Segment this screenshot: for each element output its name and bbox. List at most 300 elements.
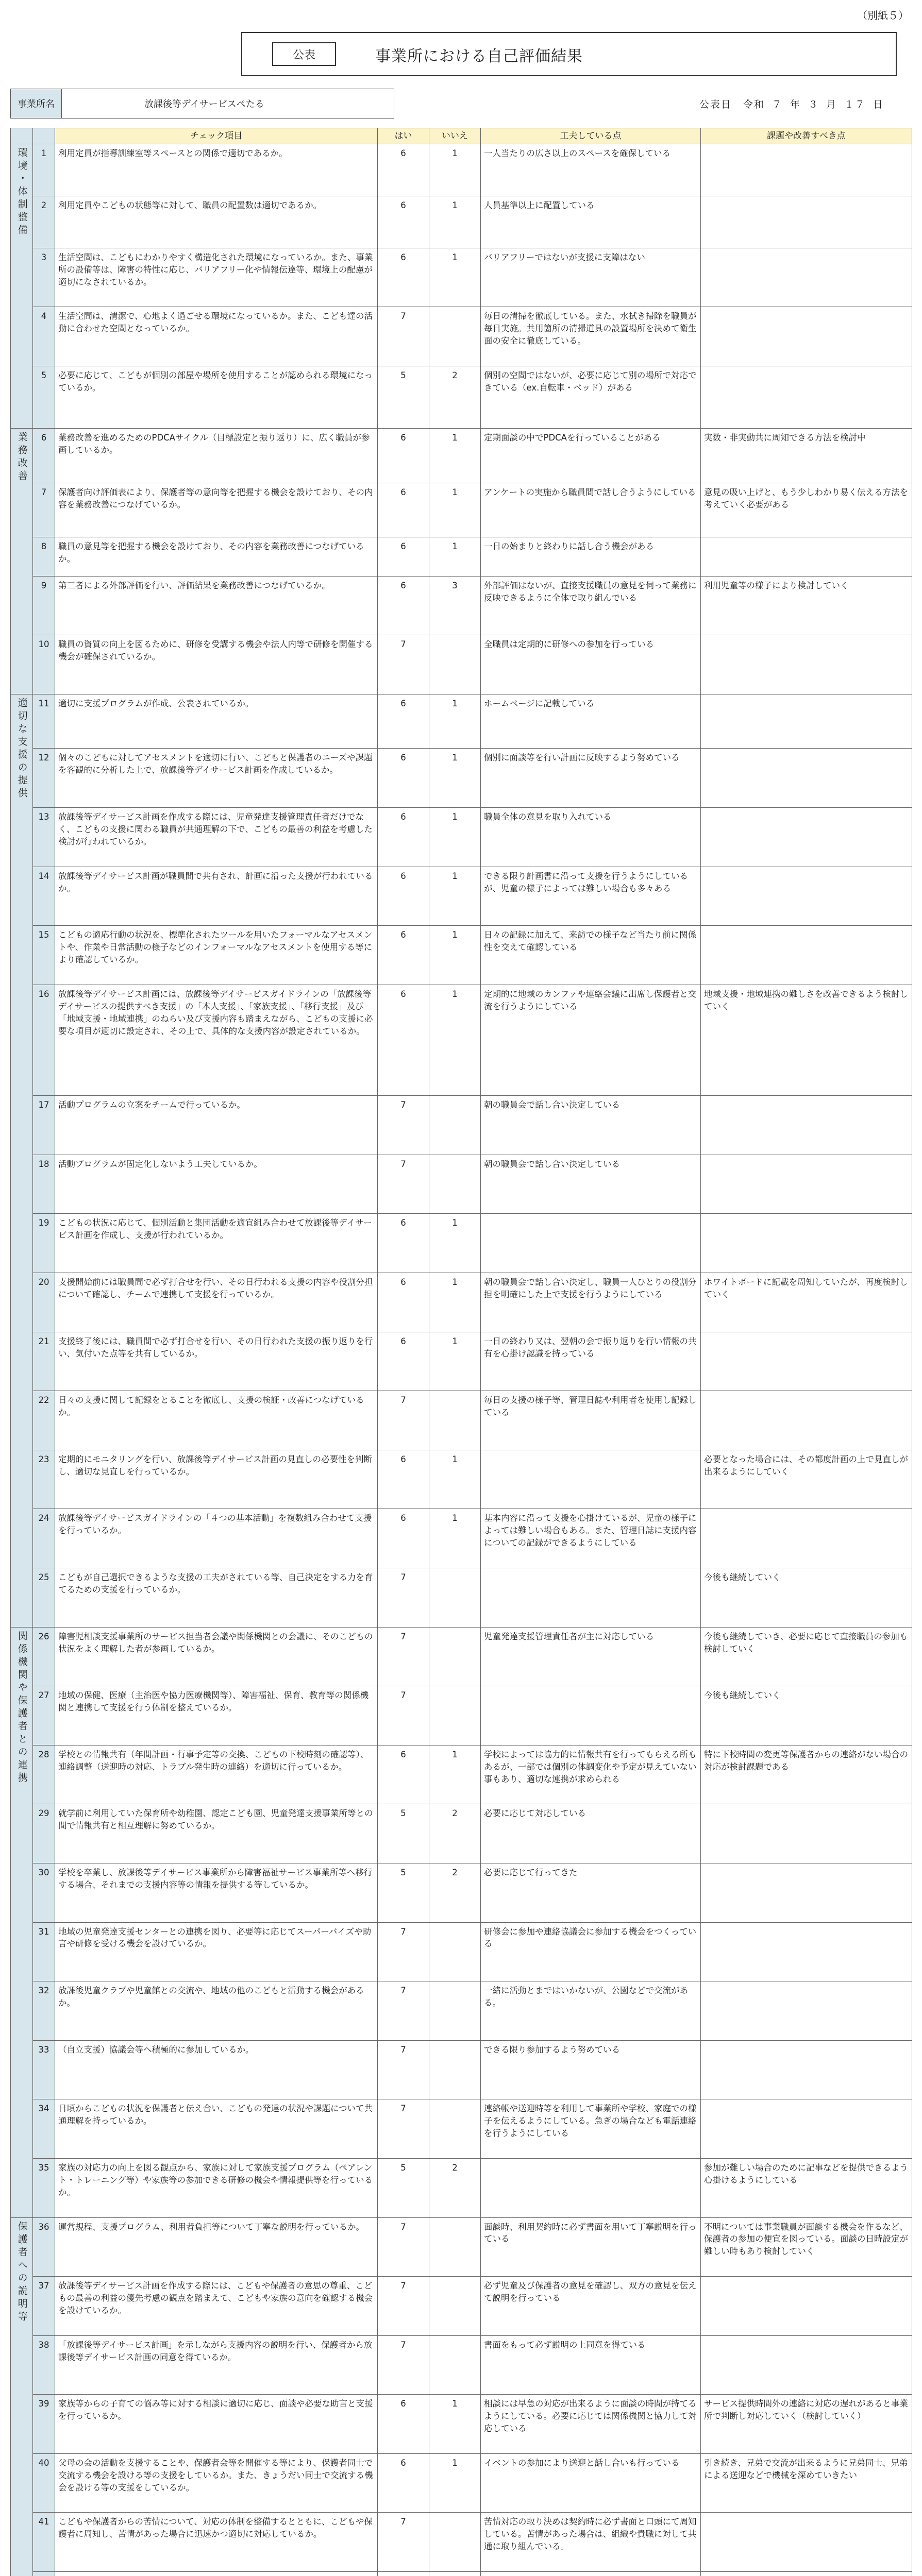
table-row	[11, 1686, 912, 1745]
yes-count: 6	[378, 867, 429, 926]
efforts-text: 全職員は定期的に研修への参加を行っている	[481, 635, 701, 694]
yes-count: 6	[378, 537, 429, 577]
table-row	[11, 196, 912, 248]
yes-count: 7	[378, 1096, 429, 1155]
date-era: 令和	[743, 99, 765, 110]
yes-count: 7	[378, 2040, 429, 2099]
yes-count: 7	[378, 1922, 429, 1981]
issues-text	[701, 1096, 912, 1155]
no-count	[429, 1686, 481, 1745]
yes-count: 6	[378, 144, 429, 196]
no-count: 2	[429, 366, 481, 428]
category-cell	[11, 2217, 33, 2576]
check-item: 支援終了後には、職員間で必ず打合せを行い、その日行われた支援の振り返りを行い、気付いた点等を共有しているか。	[55, 1332, 378, 1391]
issues-text	[701, 1332, 912, 1391]
date-day-unit: 日	[873, 99, 884, 110]
efforts-text: 連絡帳や送迎時等を利用して事業所や学校、家庭での様子を伝えるようにしている。急ぎの場合なども電話連絡を行うようにしている	[481, 2099, 701, 2159]
no-count: 2	[429, 1863, 481, 1922]
issues-text	[701, 2335, 912, 2395]
no-count	[429, 1155, 481, 1214]
no-count: 1	[429, 926, 481, 985]
issues-text	[701, 537, 912, 577]
row-number: 16	[33, 985, 55, 1095]
no-count	[429, 635, 481, 694]
efforts-text: 必ず児童及び保護者の意見を確認し、双方の意見を伝えて説明を行っている	[481, 2277, 701, 2336]
check-item: 放課後等デイサービス計画が職員間で共有され、計画に沿った支援が行われているか。	[55, 867, 378, 926]
yes-count: 7	[378, 2277, 429, 2336]
row-number: 35	[33, 2158, 55, 2217]
category-label: 環境・体制整備	[16, 147, 28, 238]
check-item: 「放課後等デイサービス計画」を示しながら支援内容の説明を行い、保護者から放課後等デイサービス計画の同意を得ているか。	[55, 2335, 378, 2395]
row-number: 40	[33, 2453, 55, 2513]
no-count: 1	[429, 429, 481, 483]
date-year-unit: 年	[790, 99, 801, 110]
page-title: 事業所における自己評価結果	[375, 47, 583, 65]
no-count: 1	[429, 196, 481, 248]
table-row	[11, 537, 912, 577]
check-item: 適切に支援プログラムが作成、公表されているか。	[55, 694, 378, 749]
issues-text	[701, 1509, 912, 1568]
issues-text	[701, 307, 912, 366]
check-item: 生活空間は、こどもにわかりやすく構造化された環境になっているか。また、事業所の設備等は、障害の特性に応じ、バリアフリー化や情報伝達等、環境上の配慮が適切になされているか。	[55, 248, 378, 307]
table-row	[11, 1804, 912, 1863]
efforts-text: 苦情対応の取り決めは契約時に必ず書面と口頭にて周知している。苦情があった場合は、組織や貴職に対して共通に取り組んでいる。	[481, 2513, 701, 2572]
row-number: 37	[33, 2277, 55, 2336]
efforts-text: 毎日の支援の様子等、管理日誌や利用者を使用し記録している	[481, 1391, 701, 1450]
table-row	[11, 483, 912, 537]
category-cell	[11, 694, 33, 1628]
row-number: 11	[33, 694, 55, 749]
efforts-text: 一緒に活動とまではいかないが、公園などで交流がある。	[481, 1981, 701, 2041]
efforts-text: 職員全体の意見を取り入れている	[481, 808, 701, 867]
date-day: １７	[844, 99, 866, 110]
yes-count: 7	[378, 1568, 429, 1627]
table-row	[11, 2453, 912, 2513]
no-count	[429, 307, 481, 366]
efforts-text: 朝の職員会で話し合い決定している	[481, 1096, 701, 1155]
yes-count: 7	[378, 2513, 429, 2572]
issues-text: 実数・非実動共に周知できる方法を検討中	[701, 429, 912, 483]
row-number: 14	[33, 867, 55, 926]
category-label: 関係機関や保護者との連携	[16, 1630, 28, 1785]
table-row	[11, 635, 912, 694]
yes-count: 6	[378, 1509, 429, 1568]
check-item: 定期的にモニタリングを行い、放課後等デイサービス計画の見直しの必要性を判断し、適切な見直しを行っているか。	[55, 1450, 378, 1509]
table-row	[11, 2277, 912, 2336]
check-item: 個々のこどもに対してアセスメントを適切に行い、こどもと保護者のニーズや課題を客観的に分析した上で、放課後等デイサービス計画を作成しているか。	[55, 749, 378, 808]
check-item: 地域の保健、医療（主治医や協力医療機関等）、障害福祉、保育、教育等の関係機関と連携して支援を行う体制を整えているか。	[55, 1686, 378, 1745]
no-count: 1	[429, 985, 481, 1095]
row-number: 33	[33, 2040, 55, 2099]
check-item: 家族の対応力の向上を図る観点から、家族に対して家族支援プログラム（ペアレント・トレーニング等）や家族等の参加できる研修の機会や情報提供等を行っているか。	[55, 2158, 378, 2217]
yes-count: 6	[378, 196, 429, 248]
yes-count: 6	[378, 2453, 429, 2513]
no-count: 2	[429, 1804, 481, 1863]
row-number: 20	[33, 1273, 55, 1332]
check-item: こどもや保護者からの苦情について、対応の体制を整備するとともに、こどもや保護者に周知し、苦情があった場合に迅速かつ適切に対応しているか。	[55, 2513, 378, 2572]
yes-count: 5	[378, 1863, 429, 1922]
check-item: 利用定員やこどもの状態等に対して、職員の配置数は適切であるか。	[55, 196, 378, 248]
row-number: 38	[33, 2335, 55, 2395]
check-item: 就学前に利用していた保育所や幼稚園、認定こども園、児童発達支援事業所等との間で情報共有と相互理解に努めているか。	[55, 1804, 378, 1863]
table-row	[11, 2395, 912, 2454]
check-item: 放課後児童クラブや児童館との交流や、地域の他のこどもと活動する機会があるか。	[55, 1981, 378, 2041]
yes-count: 7	[378, 2217, 429, 2277]
issues-text	[701, 1922, 912, 1981]
row-number: 31	[33, 1922, 55, 1981]
issues-text	[701, 1155, 912, 1214]
no-count: 1	[429, 2395, 481, 2454]
form-number: （別紙５）	[857, 9, 909, 22]
row-number: 10	[33, 635, 55, 694]
row-number: 6	[33, 429, 55, 483]
efforts-text: 児童発達支援管理責任者が主に対応している	[481, 1627, 701, 1686]
check-item: 放課後等デイサービス計画を作成する際には、児童発達支援管理責任者だけでなく、こどもの支援に関わる職員が共通理解の下で、こどもの最善の利益を考慮した検討が行われているか。	[55, 808, 378, 867]
row-number: 9	[33, 576, 55, 635]
issues-text	[701, 196, 912, 248]
date-month-unit: 月	[826, 99, 837, 110]
no-count: 1	[429, 1509, 481, 1568]
efforts-text: アンケートの実施から職員間で話し合うようにしている	[481, 483, 701, 537]
efforts-text: 定期面談の中でPDCAを行っていることがある	[481, 429, 701, 483]
table-row	[11, 694, 912, 749]
row-number: 27	[33, 1686, 55, 1745]
efforts-text: 朝の職員会で話し合い決定し、職員一人ひとりの役割分担を明確にした上で支援を行うようにしている	[481, 1273, 701, 1332]
issues-text: 今後も継続していく	[701, 1686, 912, 1745]
check-item: 放課後等デイサービスガイドラインの「４つの基本活動」を複数組み合わせて支援を行っているか。	[55, 1509, 378, 1568]
issues-text	[701, 248, 912, 307]
efforts-text: 面談時、利用契約時に必ず書面を用いて丁寧説明を行っている	[481, 2217, 701, 2277]
check-item: 職員の意見等を把握する機会を設けており、その内容を業務改善につなげているか。	[55, 537, 378, 577]
efforts-text: 一日の終わり又は、翌朝の会で振り返りを行い情報の共有を心掛け認識を持っている	[481, 1332, 701, 1391]
efforts-text: 朝の職員会で話し合い決定している	[481, 1155, 701, 1214]
efforts-text	[481, 2158, 701, 2217]
category-cell	[11, 144, 33, 429]
table-row	[11, 1509, 912, 1568]
issues-text	[701, 926, 912, 985]
row-number: 29	[33, 1804, 55, 1863]
check-item: 第三者による外部評価を行い、評価結果を業務改善につなげているか。	[55, 576, 378, 635]
check-item: 地域の児童発達支援センターとの連携を図り、必要等に応じてスーパーバイズや助言や研修を受ける機会を設けているか。	[55, 1922, 378, 1981]
table-row	[11, 1155, 912, 1214]
yes-count: 6	[378, 2395, 429, 2454]
check-item	[55, 2572, 378, 2576]
no-count: 1	[429, 749, 481, 808]
check-item: 職員の資質の向上を図るために、研修を受講する機会や法人内等で研修を開催する機会が確保されているか。	[55, 635, 378, 694]
yes-count: 6	[378, 1332, 429, 1391]
no-count	[429, 2217, 481, 2277]
issues-text: 意見の吸い上げと、もう少しわかり易く伝える方法を考えていく必要がある	[701, 483, 912, 537]
issues-text: 特に下校時間の変更等保護者からの連絡がない場合の対応が検討課題である	[701, 1745, 912, 1804]
table-row	[11, 248, 912, 307]
table-row	[11, 985, 912, 1095]
yes-count: 7	[378, 1686, 429, 1745]
row-number: 4	[33, 307, 55, 366]
row-number	[33, 2572, 55, 2576]
table-row	[11, 749, 912, 808]
table-row	[11, 429, 912, 483]
publication-date	[699, 97, 891, 111]
table-row	[11, 2099, 912, 2159]
no-count: 1	[429, 248, 481, 307]
yes-count: 6	[378, 808, 429, 867]
category-cell	[11, 1627, 33, 2217]
yes-count: 7	[378, 1627, 429, 1686]
yes-count: 7	[378, 1391, 429, 1450]
table-row	[11, 1391, 912, 1450]
table-row	[11, 307, 912, 366]
check-item: 学校を卒業し、放課後等デイサービス事業所から障害福祉サービス事業所等へ移行する場合、それまでの支援内容等の情報を提供する等しているか。	[55, 1863, 378, 1922]
issues-text: 利用児童等の様子により検討していく	[701, 576, 912, 635]
check-item: こどもが自己選択できるような支援の工夫がされている等、自己決定をする力を育てるための支援を行っているか。	[55, 1568, 378, 1627]
check-item: （自立支援）協議会等へ積極的に参加しているか。	[55, 2040, 378, 2099]
check-item: 業務改善を進めるためのPDCAサイクル（目標設定と振り返り）に、広く職員が参画しているか。	[55, 429, 378, 483]
row-number: 41	[33, 2513, 55, 2572]
issues-text	[701, 867, 912, 926]
no-count: 1	[429, 483, 481, 537]
issues-text: サービス提供時間外の連絡に対応の遅れがあると事業所で判断し対応していく（検討していく）	[701, 2395, 912, 2454]
row-number: 32	[33, 1981, 55, 2041]
category-label: 保護者への説明等	[16, 2221, 28, 2324]
issues-text	[701, 1804, 912, 1863]
efforts-text: 定期的に地域のカンファや連絡会議に出席し保護者と交流を行うようにしている	[481, 985, 701, 1095]
efforts-text: 個別の空間ではないが、必要に応じて別の場所で対応できている（ex.自転車・ベッド）がある	[481, 366, 701, 428]
table-row	[11, 2513, 912, 2572]
efforts-text: ホームページに記載している	[481, 694, 701, 749]
yes-count: 6	[378, 429, 429, 483]
yes-count: 5	[378, 2158, 429, 2217]
row-number: 15	[33, 926, 55, 985]
header-efforts: 工夫している点	[481, 128, 701, 144]
issues-text: 引き続き、兄弟で交流が出来るように兄弟同士、兄弟による送迎などで機械を深めていきたい	[701, 2453, 912, 2513]
facility-row	[10, 89, 912, 118]
efforts-text	[481, 1450, 701, 1509]
row-number: 1	[33, 144, 55, 196]
efforts-text	[481, 2572, 701, 2576]
table-row	[11, 2335, 912, 2395]
table-row	[11, 1863, 912, 1922]
table-row	[11, 144, 912, 196]
check-item: 生活空間は、清潔で、心地よく過ごせる環境になっているか。また、こども達の活動に合わせた空間となっているか。	[55, 307, 378, 366]
table-row	[11, 1627, 912, 1686]
check-item: 支援開始前には職員間で必ず打合せを行い、その日行われる支援の内容や役割分担について確認し、チームで連携して支援を行っているか。	[55, 1273, 378, 1332]
row-number: 28	[33, 1745, 55, 1804]
issues-text	[701, 1981, 912, 2041]
no-count	[429, 2335, 481, 2395]
yes-count: 5	[378, 366, 429, 428]
efforts-text: 外部評価はないが、直接支援職員の意見を伺って業務に反映できるように全体で取り組んでいる	[481, 576, 701, 635]
issues-text	[701, 366, 912, 428]
table-row	[11, 2217, 912, 2277]
category-label: 適切な支援の提供	[16, 698, 28, 801]
check-item: 父母の会の活動を支援することや、保護者会等を開催する等により、保護者同士で交流する機会を設ける等の支援をしているか。また、きょうだい同士で交流する機会を設ける等の支援をしているか。	[55, 2453, 378, 2513]
table-row	[11, 1273, 912, 1332]
table-row	[11, 808, 912, 867]
issues-text: 地域支援・地域連携の難しさを改善できるよう検討していく	[701, 985, 912, 1095]
yes-count	[378, 2572, 429, 2576]
no-count: 1	[429, 1214, 481, 1273]
efforts-text: 必要に応じて対応している	[481, 1804, 701, 1863]
yes-count: 6	[378, 694, 429, 749]
issues-text: 必要となった場合には、その都度計画の上で見直しが出来るようにしていく	[701, 1450, 912, 1509]
row-number: 30	[33, 1863, 55, 1922]
check-item: こどもの状況に応じて、個別活動と集団活動を適宜組み合わせて放課後等デイサービス計画を作成し、支援が行われているか。	[55, 1214, 378, 1273]
no-count: 1	[429, 1273, 481, 1332]
issues-text	[701, 2099, 912, 2159]
row-number: 5	[33, 366, 55, 428]
no-count: 1	[429, 694, 481, 749]
row-number: 8	[33, 537, 55, 577]
yes-count: 6	[378, 1745, 429, 1804]
issues-text	[701, 808, 912, 867]
category-cell	[11, 429, 33, 694]
yes-count: 6	[378, 985, 429, 1095]
table-row	[11, 2040, 912, 2099]
date-label: 公表日	[699, 99, 732, 110]
no-count	[429, 1096, 481, 1155]
issues-text	[701, 1391, 912, 1450]
table-header	[11, 128, 912, 144]
efforts-text: 書面をもって必ず説明の上同意を得ている	[481, 2335, 701, 2395]
check-item: 活動プログラムの立案をチームで行っているか。	[55, 1096, 378, 1155]
header-category	[11, 128, 33, 144]
table-row	[11, 1745, 912, 1804]
yes-count: 6	[378, 483, 429, 537]
facility-label: 事業所名	[10, 89, 62, 118]
header-no: いいえ	[429, 128, 481, 144]
no-count: 3	[429, 576, 481, 635]
efforts-text: 研修会に参加や連絡協議会に参加する機会をつくっている	[481, 1922, 701, 1981]
table-row	[11, 1922, 912, 1981]
yes-count: 7	[378, 1155, 429, 1214]
no-count	[429, 1981, 481, 2041]
no-count	[429, 2572, 481, 2576]
table-row	[11, 1332, 912, 1391]
efforts-text: できる限り参加するよう努めている	[481, 2040, 701, 2099]
no-count: 1	[429, 537, 481, 577]
check-item: 放課後等デイサービス計画を作成する際には、こどもや保護者の意思の尊重、こどもの最善の利益の優先考慮の観点を踏まえて、こどもや家族の意向を確認する機会を設けているか。	[55, 2277, 378, 2336]
date-year: ７	[772, 99, 783, 110]
efforts-text: 必要に応じて行ってきた	[481, 1863, 701, 1922]
check-item: こどもの適応行動の状況を、標準化されたツールを用いたフォーマルなアセスメントや、作業や日常活動の様子などのインフォーマルなアセスメントを使用する等により確認しているか。	[55, 926, 378, 985]
issues-text: 不明については事業職員が面談する機会を作るなど、保護者の参加の便宜を図っている。面談の日時設定が難しい時もあり検討していく	[701, 2217, 912, 2277]
efforts-text: 基本内容に沿って支援を心掛けているが、児童の様子によっては難しい場合もある。また、管理日誌に支援内容についての記録ができるようにしている	[481, 1509, 701, 1568]
efforts-text: 人員基準以上に配置している	[481, 196, 701, 248]
yes-count: 6	[378, 1450, 429, 1509]
efforts-text: 一人当たりの広さ以上のスペースを確保している	[481, 144, 701, 196]
table-row	[11, 1096, 912, 1155]
efforts-text: 毎日の清掃を徹底している。また、水拭き掃除を職員が毎日実施。共用箇所の清掃道具の設置場所を決めて衛生面の安全に徹底している。	[481, 307, 701, 366]
header-yes: はい	[378, 128, 429, 144]
yes-count: 6	[378, 1214, 429, 1273]
row-number: 34	[33, 2099, 55, 2159]
check-item: 日々の支援に関して記録をとることを徹底し、支援の検証・改善につなげているか。	[55, 1391, 378, 1450]
row-number: 13	[33, 808, 55, 867]
check-item: 利用定員が指導訓練室等スペースとの関係で適切であるか。	[55, 144, 378, 196]
row-number: 24	[33, 1509, 55, 1568]
yes-count: 6	[378, 926, 429, 985]
table-row	[11, 576, 912, 635]
yes-count: 6	[378, 1273, 429, 1332]
check-item: 障害児相談支援事業所のサービス担当者会議や関係機関との会議に、そのこどもの状況をよく理解した者が参画しているか。	[55, 1627, 378, 1686]
efforts-text: 相談には早急の対応が出来るように面談の時間が持てるようにしている。必要に応じては関係機関と協力して対応している	[481, 2395, 701, 2454]
no-count	[429, 1568, 481, 1627]
row-number: 39	[33, 2395, 55, 2454]
row-number: 3	[33, 248, 55, 307]
no-count: 2	[429, 2158, 481, 2217]
issues-text	[701, 2572, 912, 2576]
check-item: 日頃からこどもの状況を保護者と伝え合い、こどもの発達の状況や課題について共通理解を持っているか。	[55, 2099, 378, 2159]
yes-count: 7	[378, 635, 429, 694]
check-item: 必要に応じて、こどもが個別の部屋や場所を使用することが認められる環境になっているか。	[55, 366, 378, 428]
category-label: 業務改善	[16, 432, 28, 484]
facility-name: 放課後等デイサービスぺたる	[62, 89, 394, 118]
row-number: 36	[33, 2217, 55, 2277]
efforts-text	[481, 1214, 701, 1273]
efforts-text: 日々の記録に加えて、来訪での様子など当たり前に関係性を交えて確認している	[481, 926, 701, 985]
yes-count: 6	[378, 576, 429, 635]
efforts-text	[481, 1568, 701, 1627]
table-row	[11, 926, 912, 985]
no-count: 1	[429, 1745, 481, 1804]
issues-text	[701, 144, 912, 196]
no-count	[429, 2040, 481, 2099]
no-count	[429, 1922, 481, 1981]
check-item: 保護者向け評価表により、保護者等の意向等を把握する機会を設けており、その内容を業務改善につなげているか。	[55, 483, 378, 537]
issues-text: ホワイトボードに記載を周知していたが、再度検討していく	[701, 1273, 912, 1332]
table-row	[11, 1981, 912, 2041]
efforts-text: バリアフリーではないが支援に支障はない	[481, 248, 701, 307]
row-number: 21	[33, 1332, 55, 1391]
issues-text	[701, 2277, 912, 2336]
table-row	[11, 867, 912, 926]
table-row	[11, 2158, 912, 2217]
no-count: 1	[429, 1450, 481, 1509]
table-row	[11, 1214, 912, 1273]
yes-count: 6	[378, 749, 429, 808]
no-count	[429, 1627, 481, 1686]
row-number: 19	[33, 1214, 55, 1273]
row-number: 22	[33, 1391, 55, 1450]
check-item: 学校との情報共有（年間計画・行事予定等の交換、こどもの下校時刻の確認等）、連絡調整（送迎時の対応、トラブル発生時の連絡）を適切に行っているか。	[55, 1745, 378, 1804]
row-number: 26	[33, 1627, 55, 1686]
check-item: 運営規程、支援プログラム、利用者負担等について丁寧な説明を行っているか。	[55, 2217, 378, 2277]
row-number: 18	[33, 1155, 55, 1214]
efforts-text: 一日の始まりと終わりに話し合う機会がある	[481, 537, 701, 577]
no-count: 1	[429, 867, 481, 926]
check-item: 活動プログラムが固定化しないよう工夫しているか。	[55, 1155, 378, 1214]
issues-text	[701, 1214, 912, 1273]
table-row	[11, 366, 912, 428]
table-row	[11, 1568, 912, 1627]
no-count	[429, 1391, 481, 1450]
evaluation-table	[10, 128, 912, 2576]
row-number: 12	[33, 749, 55, 808]
yes-count: 7	[378, 2335, 429, 2395]
efforts-text: イベントの参加により送迎と話し合いも行っている	[481, 2453, 701, 2513]
yes-count: 5	[378, 1804, 429, 1863]
row-number: 7	[33, 483, 55, 537]
efforts-text: できる限り計画書に沿って支援を行うようにしているが、児童の様子によっては難しい場合も多々ある	[481, 867, 701, 926]
check-item: 家族等からの子育ての悩み等に対する相談に適切に応じ、面談や必要な助言と支援を行っているか。	[55, 2395, 378, 2454]
efforts-text: 個別に面談等を行い計画に反映するよう努めている	[481, 749, 701, 808]
header-number	[33, 128, 55, 144]
publication-tag: 公表	[272, 42, 336, 66]
yes-count: 7	[378, 2099, 429, 2159]
issues-text	[701, 2513, 912, 2572]
yes-count: 7	[378, 307, 429, 366]
yes-count: 7	[378, 1981, 429, 2041]
